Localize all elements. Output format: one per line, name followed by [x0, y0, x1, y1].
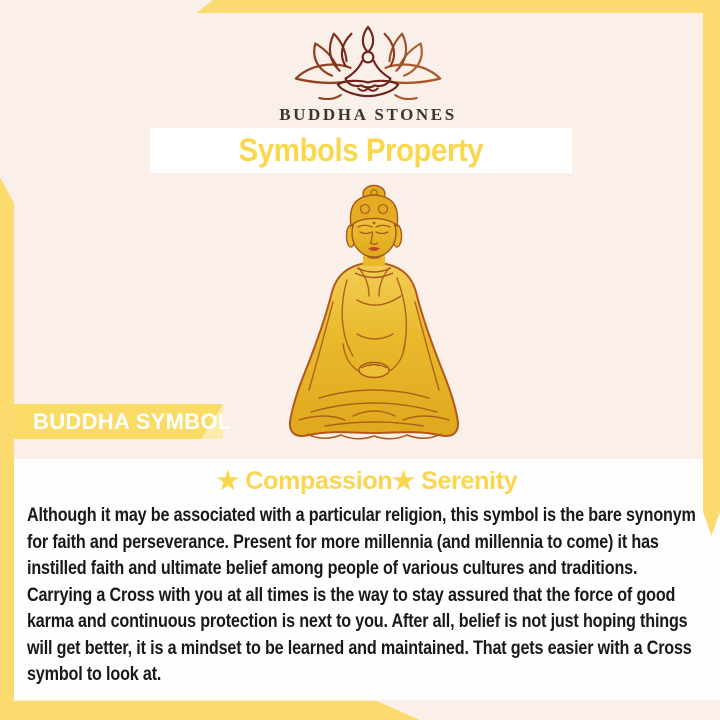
symbol-label: BUDDHA SYMBOL — [33, 408, 232, 434]
page-title: Symbols Property — [238, 132, 484, 168]
description-text: Although it may be associated with a particular religion, this symbol is the bare synonym for faith and perseverance. Present for more millennia (and millennia to come) it has instilled faith and ultimate belief among people of various cultures and traditions. Carrying a Cross with you at all times is the way to stay assured that the force of good karma and continuous protection is next to you. After all, belief is not just hoping things will get better, it is a mindset to be learned and maintained. That gets easier with a Cross symbol to look at. — [27, 505, 696, 685]
symbol-label-ribbon — [14, 404, 232, 439]
brand-name: BUDDHA STONES — [279, 105, 457, 124]
golden-buddha-illustration — [285, 184, 463, 449]
description-panel — [14, 459, 720, 700]
bottom-accent-bar — [0, 701, 420, 720]
right-accent-bar — [703, 0, 720, 536]
brand-logo — [276, 24, 460, 125]
top-accent-bar — [196, 0, 720, 13]
title-banner — [150, 128, 572, 173]
lotus-meditation-icon — [287, 24, 449, 100]
tagline: ★ Compassion★ Serenity — [216, 467, 518, 495]
left-accent-bar — [0, 177, 14, 720]
